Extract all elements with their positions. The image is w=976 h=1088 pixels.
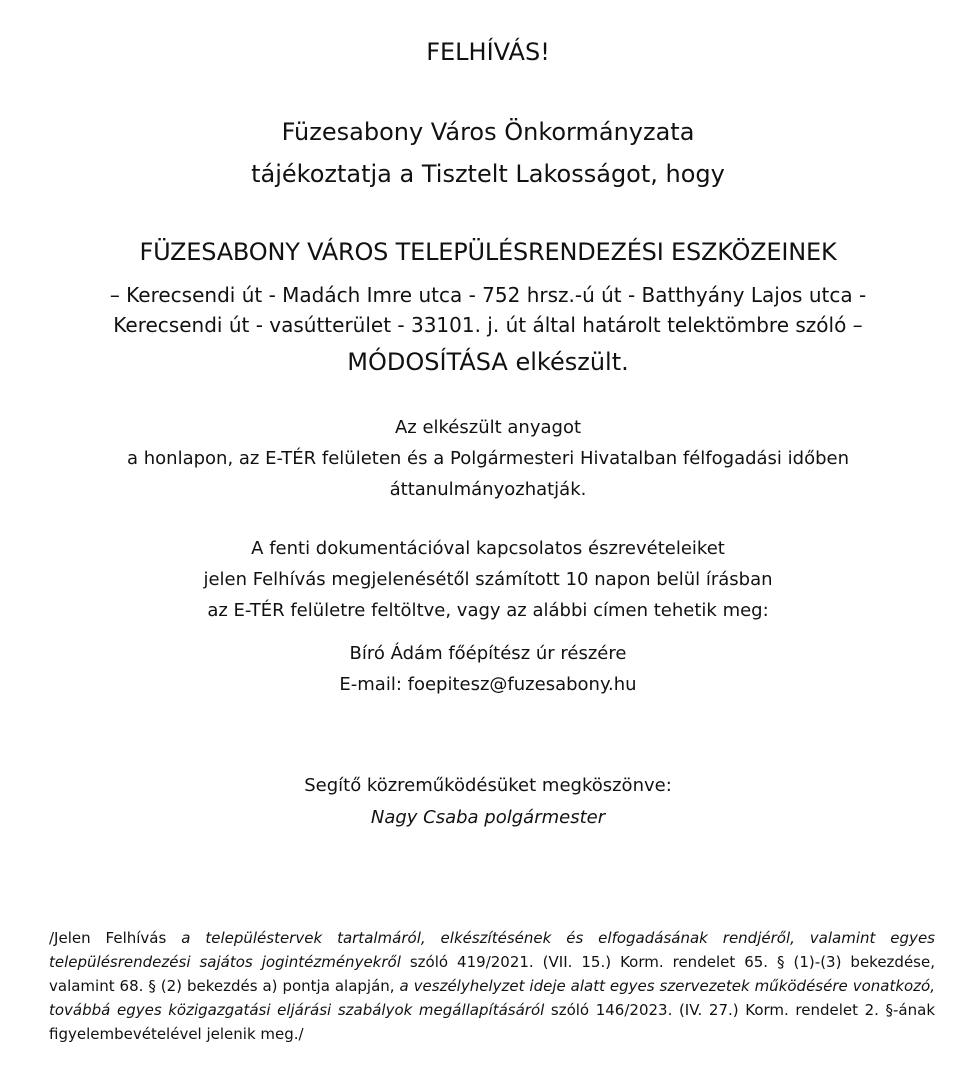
- footnote-text-3: szóló 146/2023. (IV. 27.) Korm. rendelet 2. §-ának figyelembevételével jelenik meg./: [49, 1001, 936, 1043]
- footnote-text-2: szóló 419/2021. (VII. 15.) Korm. rendelet 65. § (1)-(3) bekezdése, valamint 68. § (2) bekezdés a) pontja alapján,: [49, 953, 935, 995]
- subject-line-2: Kerecsendi út - vasútterület - 33101. j. út által határolt telektömbre szóló –: [113, 313, 863, 337]
- modification-word: MÓDOSÍTÁSA: [347, 348, 508, 376]
- subject-line-1: – Kerecsendi út - Madách Imre utca - 752 hrsz.-ú út - Batthyány Lajos utca -: [109, 283, 867, 307]
- contact-recipient: Bíró Ádám főépítész úr részére: [349, 643, 627, 664]
- municipality-name: Füzesabony Város Önkormányzata: [281, 118, 695, 146]
- comments-line-3: az E-TÉR felületre feltöltve, vagy az alábbi címen tehetik meg:: [207, 600, 769, 621]
- email-address: foepitesz@fuzesabony.hu: [407, 674, 637, 695]
- footnote-italic-2: a veszélyhelyzet ideje alatt egyes szervezetek működésére vonatkozó, továbbá egyes közigazgatási eljárási szabályok megállapításáról: [49, 977, 936, 1019]
- signature: Nagy Csaba polgármester: [370, 807, 606, 828]
- availability-line-3: áttanulmányozhatják.: [389, 479, 587, 500]
- email-label: E-mail:: [339, 674, 408, 695]
- comments-line-1: A fenti dokumentációval kapcsolatos észrevételeiket: [251, 538, 725, 559]
- footnote-italic-1: a településtervek tartalmáról, elkészítésének és elfogadásának rendjéről, valamint egyes településrendezési sajátos jogintézményekről: [49, 929, 935, 971]
- availability-line-1: Az elkészült anyagot: [394, 417, 582, 438]
- closing-thanks: Segítő közreműködésüket megköszönve:: [304, 775, 672, 796]
- availability-line-2: a honlapon, az E-TÉR felületen és a Polgármesteri Hivatalban félfogadási időben: [126, 448, 850, 469]
- notice-title: FELHÍVÁS!: [426, 38, 550, 66]
- subject-heading: FÜZESABONY VÁROS TELEPÜLÉSRENDEZÉSI ESZKÖZEINEK: [139, 238, 837, 266]
- footnote-text-1: /Jelen Felhívás: [49, 929, 182, 947]
- intro-line: tájékoztatja a Tisztelt Lakosságot, hogy: [251, 160, 725, 188]
- comments-line-2: jelen Felhívás megjelenésétől számított 10 napon belül írásban: [203, 569, 773, 590]
- modification-rest: elkészült.: [507, 348, 629, 376]
- legal-footnote: [49, 926, 935, 1046]
- modification-status: [0, 345, 976, 379]
- contact-email-line: [0, 672, 976, 698]
